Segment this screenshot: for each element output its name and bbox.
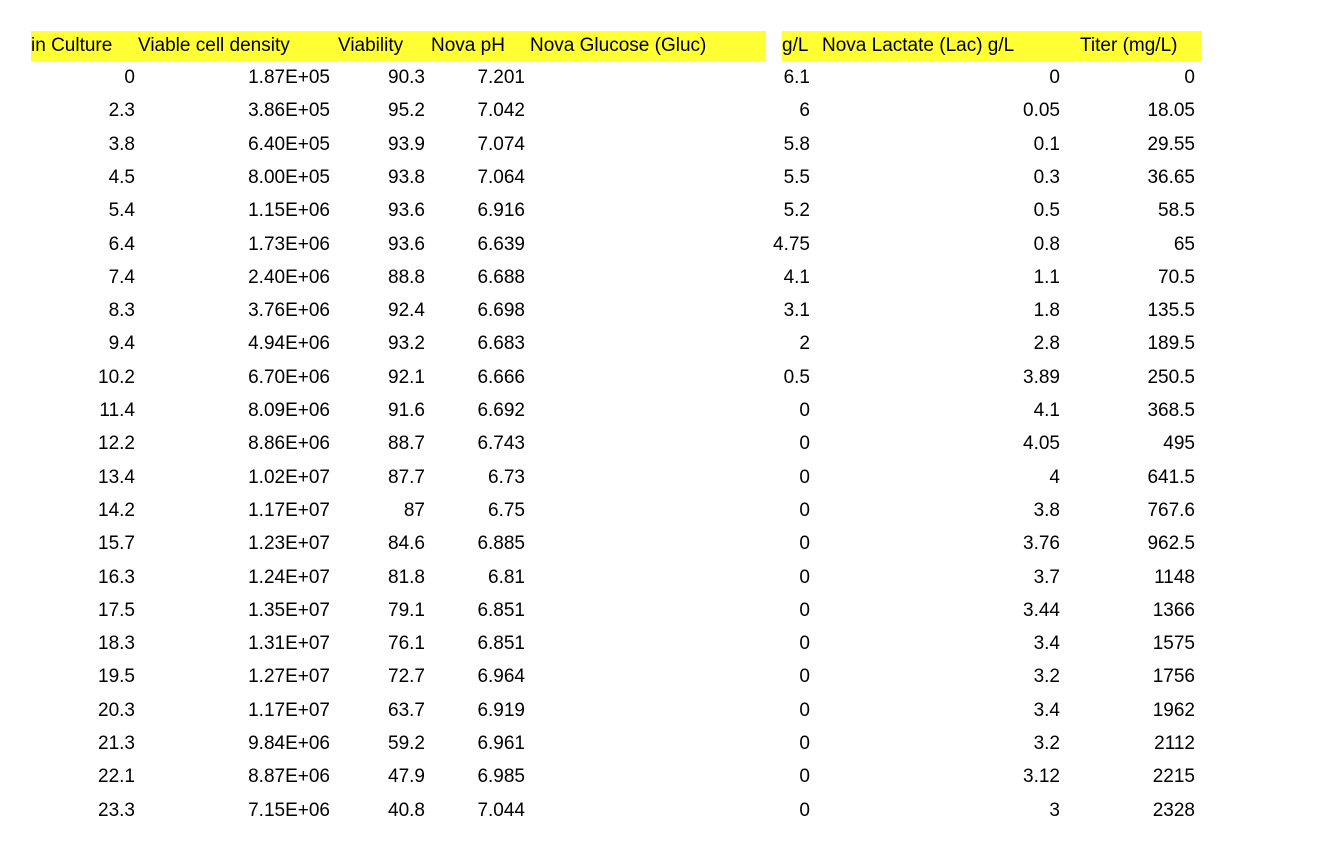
nova-glucose-cell[interactable]: 2 <box>799 333 810 355</box>
titer-cell[interactable]: 1756 <box>1152 666 1195 688</box>
day-in-culture-cell[interactable]: 18.3 <box>98 633 135 655</box>
day-in-culture-cell[interactable]: 7.4 <box>108 266 135 288</box>
nova-ph-cell[interactable]: 7.042 <box>477 100 525 122</box>
titer-cell[interactable]: 65 <box>1173 233 1195 255</box>
nova-glucose-cell[interactable]: 0 <box>799 533 810 555</box>
viable-cell-density-cell[interactable]: 3.76E+06 <box>248 300 330 322</box>
table-row <box>0 527 1325 560</box>
nova-glucose-cell[interactable]: 0 <box>799 566 810 588</box>
nova-glucose-cell[interactable]: 5.5 <box>783 166 810 188</box>
titer-cell[interactable]: 1366 <box>1152 599 1195 621</box>
nova-ph-cell[interactable]: 6.688 <box>477 266 525 288</box>
day-in-culture-cell[interactable]: 4.5 <box>108 166 135 188</box>
titer-cell[interactable]: 1962 <box>1152 699 1195 721</box>
table-row <box>0 427 1325 460</box>
titer-cell[interactable]: 0 <box>1184 67 1195 88</box>
viability-cell[interactable]: 81.8 <box>388 566 425 588</box>
nova-glucose-cell[interactable]: 6.1 <box>783 67 810 88</box>
day-in-culture-cell[interactable]: 9.4 <box>108 333 135 355</box>
viable-cell-density-cell[interactable]: 1.17E+07 <box>248 499 330 521</box>
day-in-culture-cell[interactable]: 3.8 <box>108 133 135 155</box>
nova-lactate-cell[interactable]: 3.8 <box>1033 499 1060 521</box>
day-in-culture-cell[interactable]: 21.3 <box>98 733 135 754</box>
nova-ph-cell[interactable]: 6.692 <box>477 400 525 421</box>
nova-lactate-cell[interactable]: 3.44 <box>1023 599 1060 621</box>
viable-cell-density-cell[interactable]: 3.86E+05 <box>248 100 330 122</box>
viability-cell[interactable]: 93.6 <box>388 200 425 222</box>
viability-cell[interactable]: 47.9 <box>388 766 425 788</box>
day-in-culture-cell[interactable]: 17.5 <box>98 599 135 621</box>
header-glucose-unit[interactable]: g/L <box>782 31 822 61</box>
table-row <box>0 561 1325 594</box>
viable-cell-density-cell[interactable]: 1.27E+07 <box>248 666 330 688</box>
viability-cell[interactable]: 92.1 <box>388 366 425 388</box>
nova-glucose-cell[interactable]: 0 <box>799 766 810 788</box>
titer-cell[interactable]: 36.65 <box>1147 166 1195 188</box>
nova-glucose-cell[interactable]: 0 <box>799 433 810 455</box>
viability-cell[interactable]: 93.8 <box>388 166 425 188</box>
day-in-culture-cell[interactable]: 14.2 <box>98 499 135 521</box>
nova-ph-cell[interactable]: 6.885 <box>477 533 525 555</box>
day-in-culture-cell[interactable]: 16.3 <box>98 566 135 588</box>
table-row <box>0 228 1325 261</box>
viable-cell-density-cell[interactable]: 9.84E+06 <box>248 733 330 754</box>
nova-lactate-cell[interactable]: 1.8 <box>1033 300 1060 322</box>
day-in-culture-cell[interactable]: 23.3 <box>98 799 135 821</box>
titer-cell[interactable]: 962.5 <box>1147 533 1195 555</box>
viability-cell[interactable]: 95.2 <box>388 100 425 122</box>
nova-lactate-cell[interactable]: 0 <box>1049 67 1060 88</box>
nova-ph-cell[interactable]: 6.81 <box>488 566 525 588</box>
titer-cell[interactable]: 18.05 <box>1147 100 1195 122</box>
nova-lactate-cell[interactable]: 0.1 <box>1033 133 1060 155</box>
viable-cell-density-cell[interactable]: 7.15E+06 <box>248 799 330 821</box>
nova-lactate-cell[interactable]: 3.2 <box>1033 666 1060 688</box>
nova-ph-cell[interactable]: 6.851 <box>477 599 525 621</box>
viable-cell-density-cell[interactable]: 1.31E+07 <box>248 633 330 655</box>
viability-cell[interactable]: 92.4 <box>388 300 425 322</box>
day-in-culture-cell[interactable]: 12.2 <box>98 433 135 455</box>
viability-cell[interactable]: 59.2 <box>388 733 425 754</box>
table-row <box>0 94 1325 127</box>
nova-glucose-cell[interactable]: 0 <box>799 599 810 621</box>
nova-lactate-cell[interactable]: 3.2 <box>1033 733 1060 754</box>
table-row <box>0 394 1325 427</box>
nova-ph-cell[interactable]: 7.074 <box>477 133 525 155</box>
nova-glucose-cell[interactable]: 6 <box>799 100 810 122</box>
table-row <box>0 327 1325 360</box>
titer-cell[interactable]: 58.5 <box>1158 200 1195 222</box>
viability-cell[interactable]: 87 <box>403 499 425 521</box>
nova-ph-cell[interactable]: 6.919 <box>477 699 525 721</box>
titer-cell[interactable]: 1148 <box>1154 566 1195 588</box>
viability-cell[interactable]: 79.1 <box>388 599 425 621</box>
table-row <box>0 727 1325 760</box>
nova-glucose-cell[interactable]: 4.1 <box>783 266 810 288</box>
table-row <box>0 627 1325 660</box>
viability-cell[interactable]: 91.6 <box>388 400 425 421</box>
table-row <box>0 794 1325 827</box>
header-nova-ph[interactable]: Nova pH <box>431 31 530 61</box>
nova-ph-cell[interactable]: 6.639 <box>477 233 525 255</box>
viable-cell-density-cell[interactable]: 2.40E+06 <box>248 266 330 288</box>
viability-cell[interactable]: 40.8 <box>388 799 425 821</box>
nova-ph-cell[interactable]: 6.73 <box>488 466 525 488</box>
viable-cell-density-cell[interactable]: 1.24E+07 <box>248 566 330 588</box>
day-in-culture-cell[interactable]: 2.3 <box>108 100 135 122</box>
header-titer[interactable]: Titer (mg/L) <box>1080 31 1202 61</box>
nova-glucose-cell[interactable]: 0 <box>799 400 810 421</box>
titer-cell[interactable]: 2215 <box>1152 766 1195 788</box>
day-in-culture-cell[interactable]: 5.4 <box>108 200 135 222</box>
titer-cell[interactable]: 135.5 <box>1147 300 1195 322</box>
viability-cell[interactable]: 93.6 <box>388 233 425 255</box>
viable-cell-density-cell[interactable]: 8.87E+06 <box>248 766 330 788</box>
viable-cell-density-cell[interactable]: 1.15E+06 <box>248 200 330 222</box>
nova-ph-cell[interactable]: 6.916 <box>477 200 525 222</box>
day-in-culture-cell[interactable]: 6.4 <box>108 233 135 255</box>
viable-cell-density-cell[interactable]: 1.73E+06 <box>248 233 330 255</box>
table-row <box>0 61 1325 94</box>
nova-glucose-cell[interactable]: 0 <box>799 666 810 688</box>
nova-glucose-cell[interactable]: 0 <box>799 633 810 655</box>
day-in-culture-cell[interactable]: 19.5 <box>98 666 135 688</box>
nova-ph-cell[interactable]: 6.698 <box>477 300 525 322</box>
viability-cell[interactable]: 72.7 <box>388 666 425 688</box>
day-in-culture-cell[interactable]: 11.4 <box>99 400 135 421</box>
nova-lactate-cell[interactable]: 0.5 <box>1033 200 1060 222</box>
nova-ph-cell[interactable]: 7.044 <box>477 799 525 821</box>
nova-lactate-cell[interactable]: 3.12 <box>1023 766 1060 788</box>
table-row <box>0 694 1325 727</box>
viable-cell-density-cell[interactable]: 8.86E+06 <box>248 433 330 455</box>
header-viable-cell-density[interactable]: Viable cell density <box>138 31 338 61</box>
header-nova-lactate[interactable]: Nova Lactate (Lac) g/L <box>822 31 1080 61</box>
nova-ph-cell[interactable]: 7.064 <box>477 166 525 188</box>
header-nova-glucose[interactable]: Nova Glucose (Gluc) <box>530 31 766 61</box>
titer-cell[interactable]: 1575 <box>1152 633 1195 655</box>
nova-lactate-cell[interactable]: 0.3 <box>1033 166 1060 188</box>
viability-cell[interactable]: 63.7 <box>388 699 425 721</box>
header-viability[interactable]: Viability <box>338 31 431 61</box>
nova-glucose-cell[interactable]: 0 <box>799 466 810 488</box>
day-in-culture-cell[interactable]: 0 <box>124 67 135 88</box>
table-row <box>0 361 1325 394</box>
viability-cell[interactable]: 90.3 <box>388 67 425 88</box>
nova-glucose-cell[interactable]: 0 <box>799 499 810 521</box>
nova-lactate-cell[interactable]: 3.4 <box>1033 699 1060 721</box>
viable-cell-density-cell[interactable]: 1.17E+07 <box>248 699 330 721</box>
nova-glucose-cell[interactable]: 0 <box>799 733 810 754</box>
nova-lactate-cell[interactable]: 1.1 <box>1033 266 1060 288</box>
viability-cell[interactable]: 88.7 <box>388 433 425 455</box>
viable-cell-density-cell[interactable]: 1.23E+07 <box>248 533 330 555</box>
nova-ph-cell[interactable]: 7.201 <box>477 67 525 88</box>
day-in-culture-cell[interactable]: 8.3 <box>108 300 135 322</box>
viability-cell[interactable]: 93.2 <box>388 333 425 355</box>
viability-cell[interactable]: 87.7 <box>388 466 425 488</box>
viability-cell[interactable]: 76.1 <box>388 633 425 655</box>
nova-ph-cell[interactable]: 6.961 <box>477 733 525 754</box>
nova-ph-cell[interactable]: 6.75 <box>488 499 525 521</box>
viability-cell[interactable]: 84.6 <box>388 533 425 555</box>
nova-lactate-cell[interactable]: 0.05 <box>1023 100 1060 122</box>
nova-glucose-cell[interactable]: 0.5 <box>783 366 810 388</box>
titer-cell[interactable]: 189.5 <box>1147 333 1195 355</box>
nova-glucose-cell[interactable]: 5.2 <box>783 200 810 222</box>
table-row <box>0 660 1325 693</box>
nova-ph-cell[interactable]: 6.851 <box>477 633 525 655</box>
viable-cell-density-cell[interactable]: 1.02E+07 <box>248 466 330 488</box>
nova-glucose-cell[interactable]: 4.75 <box>773 233 810 255</box>
titer-cell[interactable]: 29.55 <box>1147 133 1195 155</box>
titer-cell[interactable]: 368.5 <box>1147 400 1195 421</box>
table-row <box>0 128 1325 161</box>
nova-lactate-cell[interactable]: 4 <box>1049 466 1060 488</box>
day-in-culture-cell[interactable]: 22.1 <box>98 766 135 788</box>
nova-ph-cell[interactable]: 6.743 <box>477 433 525 455</box>
titer-cell[interactable]: 495 <box>1163 433 1195 455</box>
table-row <box>0 294 1325 327</box>
viable-cell-density-cell[interactable]: 1.87E+05 <box>248 67 330 88</box>
viable-cell-density-cell[interactable]: 8.00E+05 <box>248 166 330 188</box>
nova-lactate-cell[interactable]: 2.8 <box>1033 333 1060 355</box>
nova-lactate-cell[interactable]: 3 <box>1049 799 1060 821</box>
viable-cell-density-cell[interactable]: 6.40E+05 <box>248 133 330 155</box>
table-row <box>0 760 1325 793</box>
viable-cell-density-cell[interactable]: 4.94E+06 <box>248 333 330 355</box>
titer-cell[interactable]: 641.5 <box>1147 466 1195 488</box>
day-in-culture-cell[interactable]: 20.3 <box>98 699 135 721</box>
nova-ph-cell[interactable]: 6.964 <box>477 666 525 688</box>
nova-glucose-cell[interactable]: 3.1 <box>783 300 810 322</box>
nova-lactate-cell[interactable]: 4.05 <box>1023 433 1060 455</box>
titer-cell[interactable]: 70.5 <box>1158 266 1195 288</box>
nova-lactate-cell[interactable]: 3.7 <box>1033 566 1060 588</box>
day-in-culture-cell[interactable]: 10.2 <box>98 366 135 388</box>
nova-lactate-cell[interactable]: 3.76 <box>1023 533 1060 555</box>
viable-cell-density-cell[interactable]: 6.70E+06 <box>248 366 330 388</box>
table-row <box>0 194 1325 227</box>
titer-cell[interactable]: 250.5 <box>1147 366 1195 388</box>
table-row <box>0 161 1325 194</box>
table-row <box>0 594 1325 627</box>
nova-lactate-cell[interactable]: 0.8 <box>1033 233 1060 255</box>
nova-ph-cell[interactable]: 6.683 <box>477 333 525 355</box>
nova-lactate-cell[interactable]: 3.89 <box>1023 366 1060 388</box>
viable-cell-density-cell[interactable]: 8.09E+06 <box>248 400 330 421</box>
titer-cell[interactable]: 767.6 <box>1147 499 1195 521</box>
nova-glucose-cell[interactable]: 0 <box>799 799 810 821</box>
day-in-culture-cell[interactable]: 15.7 <box>98 533 135 555</box>
nova-glucose-cell[interactable]: 5.8 <box>783 133 810 155</box>
day-in-culture-cell[interactable]: 13.4 <box>98 466 135 488</box>
titer-cell[interactable]: 2328 <box>1152 799 1195 821</box>
header-in-culture[interactable]: in Culture <box>31 31 138 61</box>
table-row <box>0 494 1325 527</box>
table-row <box>0 461 1325 494</box>
table-row <box>0 261 1325 294</box>
nova-lactate-cell[interactable]: 4.1 <box>1033 400 1060 421</box>
titer-cell[interactable]: 2112 <box>1154 733 1195 754</box>
nova-lactate-cell[interactable]: 3.4 <box>1033 633 1060 655</box>
nova-glucose-cell[interactable]: 0 <box>799 699 810 721</box>
viability-cell[interactable]: 88.8 <box>388 266 425 288</box>
nova-ph-cell[interactable]: 6.666 <box>477 366 525 388</box>
viability-cell[interactable]: 93.9 <box>388 133 425 155</box>
nova-ph-cell[interactable]: 6.985 <box>477 766 525 788</box>
viable-cell-density-cell[interactable]: 1.35E+07 <box>248 599 330 621</box>
